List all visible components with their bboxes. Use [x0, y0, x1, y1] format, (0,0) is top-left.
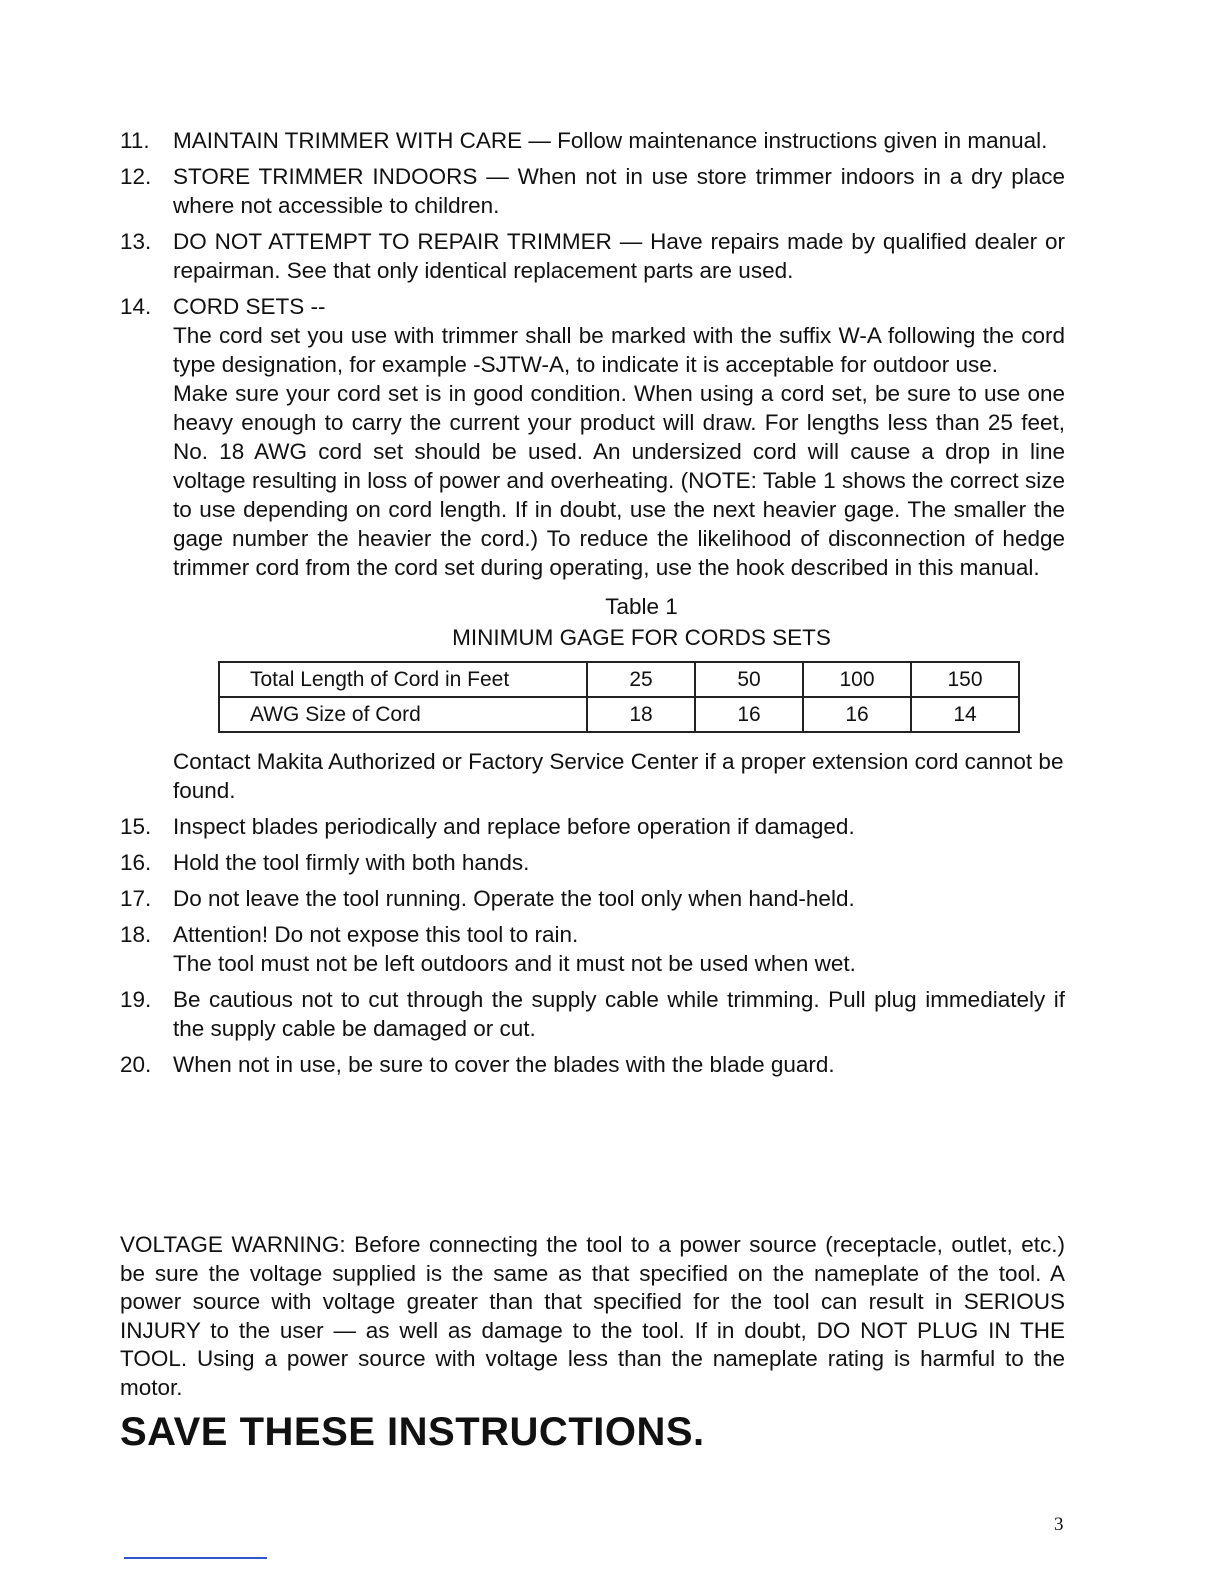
table-cell: 150 — [911, 662, 1019, 697]
item-number: 14. — [120, 294, 152, 319]
table-cell: 16 — [695, 697, 803, 732]
table-row-awg — [219, 697, 1019, 732]
item-number: 17. — [120, 886, 152, 911]
table-cell: 25 — [587, 662, 695, 697]
page-number: 3 — [1054, 1514, 1064, 1535]
item-text: STORE TRIMMER INDOORS — When not in use store trimmer indoors in a dry place where not accessible to children. — [173, 164, 1065, 218]
list-item-12 — [120, 162, 1065, 220]
item-text: Hold the tool firmly with both hands. — [173, 850, 530, 875]
footer-rule — [124, 1557, 267, 1559]
list-item-11 — [120, 126, 1065, 155]
item-text: Attention! Do not expose this tool to rain. — [173, 922, 579, 947]
item-body — [173, 920, 1065, 978]
table-cell: 50 — [695, 662, 803, 697]
table-title: MINIMUM GAGE FOR CORDS SETS — [452, 625, 831, 650]
list-item-13 — [120, 227, 1065, 285]
save-instructions-heading: SAVE THESE INSTRUCTIONS. — [120, 1410, 705, 1454]
item-number: 12. — [120, 164, 152, 189]
item-text-2: The tool must not be left outdoors and it must not be used when wet. — [173, 951, 856, 976]
item-text: DO NOT ATTEMPT TO REPAIR TRIMMER — Have repairs made by qualified dealer or repairman. See that only identical replacement parts are used. — [173, 229, 1065, 283]
table-cell: 16 — [803, 697, 911, 732]
list-item-19 — [120, 985, 1065, 1043]
item-text: When not in use, be sure to cover the blades with the blade guard. — [173, 1052, 835, 1077]
item-text: MAINTAIN TRIMMER WITH CARE — Follow maintenance instructions given in manual. — [173, 128, 1048, 153]
cord-sets-paragraph-2: Make sure your cord set is in good condition. When using a cord set, be sure to use one heavy enough to carry the current your product will draw. For lengths less than 25 feet, No. 18 AWG cord set should be used. An undersized cord will cause a drop in line voltage resulting in loss of power and overheating. (NOTE: Table 1 shows the correct size to use depending on cord length. If in doubt, use the next heavier gage. The smaller the gage number the heavier the cord.) To reduce the likelihood of disconnection of hedge trimmer cord from the cord set during operating, use the hook described in this manual. — [173, 381, 1065, 580]
item-number: 13. — [120, 229, 152, 254]
item-body — [173, 292, 1065, 582]
voltage-warning: VOLTAGE WARNING: Before connecting the tool to a power source (receptacle, outlet, etc.) be sure the voltage supplied is the same as that specified on the nameplate of the tool. A power source with voltage greater than that specified for the tool can result in SERIOUS INJURY to the user — as well as damage to the tool. If in doubt, DO NOT PLUG IN THE TOOL. Using a power source with voltage less than the nameplate rating is harmful to the motor. — [120, 1232, 1065, 1400]
item-number: 16. — [120, 850, 152, 875]
list-item-15 — [120, 812, 1065, 841]
list-item-16 — [120, 848, 1065, 877]
list-item-18 — [120, 920, 1065, 978]
item-number: 20. — [120, 1052, 152, 1077]
item-number: 18. — [120, 922, 152, 947]
list-item-17 — [120, 884, 1065, 913]
item-number: 19. — [120, 987, 152, 1012]
cord-sets-heading: CORD SETS -- — [173, 294, 326, 319]
item-text: Be cautious not to cut through the supply cable while trimming. Pull plug immediately if the supply cable be damaged or cut. — [173, 987, 1065, 1041]
list-item-20 — [120, 1050, 1065, 1079]
cord-gage-table — [218, 661, 1020, 733]
item-number: 11. — [120, 128, 150, 153]
cord-sets-paragraph-1: The cord set you use with trimmer shall be marked with the suffix W-A following the cord type designation, for example -SJTW-A, to indicate it is acceptable for outdoor use. — [173, 323, 1065, 377]
safety-rules-list — [120, 126, 1065, 1086]
row-label: AWG Size of Cord — [219, 697, 587, 732]
table-cell: 14 — [911, 697, 1019, 732]
after-table-note: Contact Makita Authorized or Factory Service Center if a proper extension cord cannot be found. — [173, 749, 1064, 803]
list-item-14 — [120, 292, 1065, 582]
cord-gage-table-block — [173, 591, 1065, 733]
item-number: 15. — [120, 814, 152, 839]
item-text: Do not leave the tool running. Operate the tool only when hand-held. — [173, 886, 855, 911]
table-cell: 18 — [587, 697, 695, 732]
table-row-length — [219, 662, 1019, 697]
item-text: Inspect blades periodically and replace before operation if damaged. — [173, 814, 855, 839]
table-cell: 100 — [803, 662, 911, 697]
row-label: Total Length of Cord in Feet — [219, 662, 587, 697]
table-caption: Table 1 — [605, 594, 678, 619]
